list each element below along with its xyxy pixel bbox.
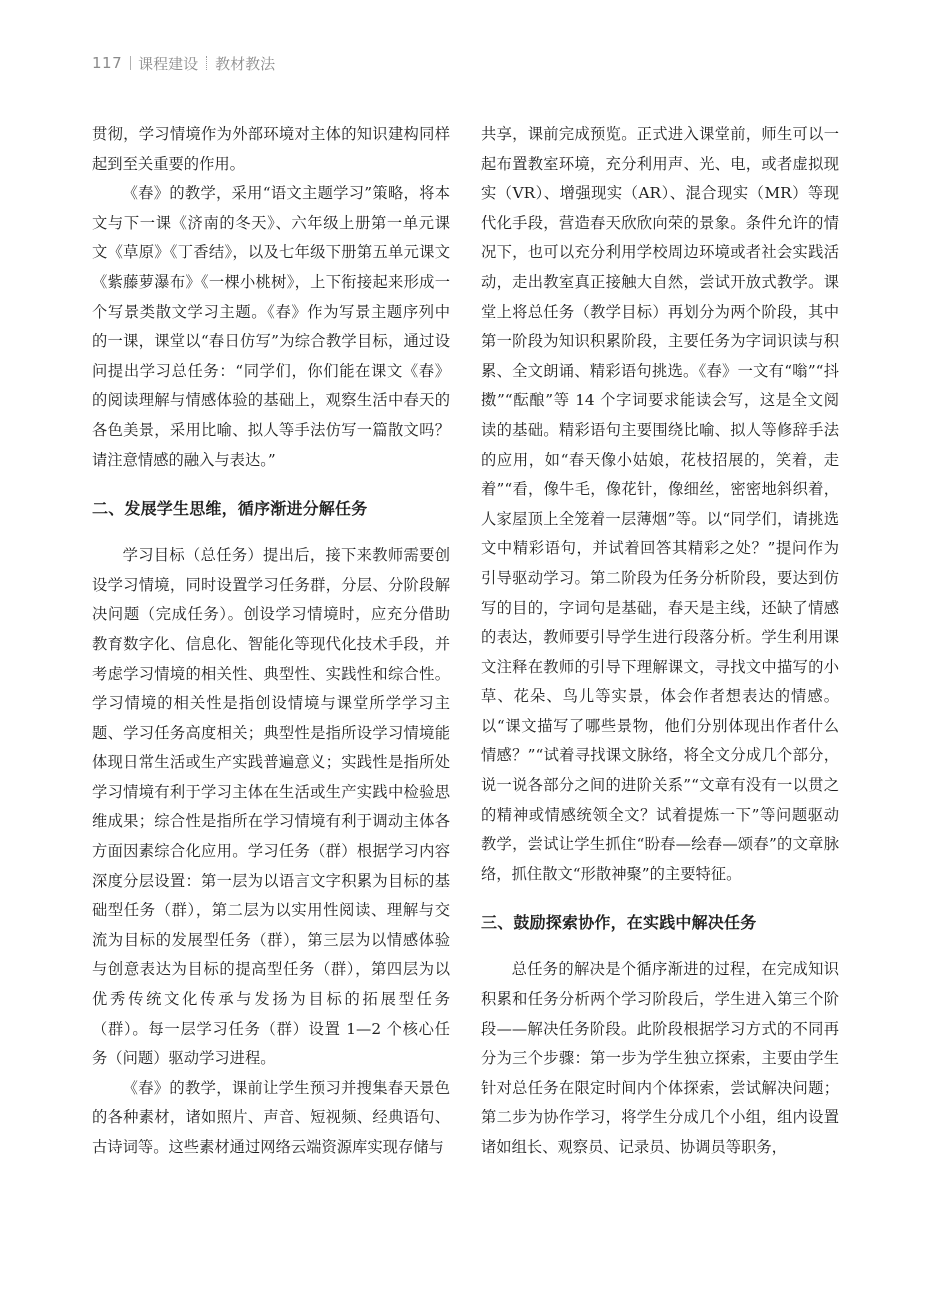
section-heading: 二、发展学生思维，循序渐进分解任务 — [92, 499, 368, 519]
header-section: 课程建设 — [138, 54, 199, 73]
page-number: 117 — [92, 54, 123, 72]
header-divider-dotted — [206, 56, 208, 70]
section-heading: 三、鼓励探索协作，在实践中解决任务 — [481, 913, 757, 933]
left-column — [92, 120, 450, 1163]
paragraph: 贯彻，学习情境作为外部环境对主体的知识建构同样起到至关重要的作用。 — [92, 125, 450, 173]
paragraph: 共享，课前完成预览。正式进入课堂前，师生可以一起布置教室环境，充分利用声、光、电，或者虚拟现实（VR）、增强现实（AR）、混合现实（MR）等现代化手段，营造春天欣欣向荣的景象。条件允许的情况下，也可以充分利用学校周边环境或者社会实践活动，走出教室真正接触大自然，尝试开放式教学。课堂上将总任务（教学目标）再划分为两个阶段，其中第一阶段为知识积累阶段，主要任务为字词识读与积累、全文朗诵、精彩语句挑选。《春》一文有“嗡”“抖擞”“酝酿”等 14 个字词要求能读会写，这是全文阅读的基础。精彩语句主要围绕比喻、拟人等修辞手法的应用，如“春天像小姑娘，花枝招展的，笑着，走着”“看，像牛毛，像花针，像细丝，密密地斜织着，人家屋顶上全笼着一层薄烟”等。以“同学们，请挑选文中精彩语句，并试着回答其精彩之处？”提问作为引导驱动学习。第二阶段为任务分析阶段，要达到仿写的目的，字词句是基础，春天是主线，还缺了情感的表达，教师要引导学生进行段落分析。学生利用课文注释在教师的引导下理解课文，寻找文中描写的小草、花朵、鸟儿等实景，体会作者想表达的情感。以“课文描写了哪些景物，他们分别体现出作者什么情感？”“试着寻找课文脉络，将全文分成几个部分，说一说各部分之间的进阶关系”“文章有没有一以贯之的精神或情感统领全文？试着提炼一下”等问题驱动教学，尝试让学生抓住“盼春—绘春—颂春”的文章脉络，抓住散文“形散神聚”的主要特征。 — [481, 125, 839, 883]
paragraph: 《春》的教学，课前让学生预习并搜集春天景色的各种素材，诸如照片、声音、短视频、经典语句、古诗词等。这些素材通过网络云端资源库实现存储与 — [92, 1078, 450, 1156]
paragraph: 《春》的教学，采用“语文主题学习”策略，将本文与下一课《济南的冬天》、六年级上册第一单元课文《草原》《丁香结》，以及七年级下册第五单元课文《紫藤萝瀑布》《一棵小桃树》，上下衔接起来形成一个写景类散文学习主题。《春》作为写景主题序列中的一课，课堂以“春日仿写”为综合教学目标，通过设问提出学习总任务：“同学们，你们能在课文《春》的阅读理解与情感体验的基础上，观察生活中春天的各色美景，采用比喻、拟人等手法仿写一篇散文吗？请注意情感的融入与表达。” — [92, 184, 450, 469]
header-subsection: 教材教法 — [215, 54, 276, 73]
paragraph: 学习目标（总任务）提出后，接下来教师需要创设学习情境，同时设置学习任务群，分层、分阶段解决问题（完成任务）。创设学习情境时，应充分借助教育数字化、信息化、智能化等现代化技术手段，并考虑学习情境的相关性、典型性、实践性和综合性。学习情境的相关性是指创设情境与课堂所学学习主题、学习任务高度相关；典型性是指所设学习情境能体现日常生活或生产实践普遍意义；实践性是指所处学习情境有利于学习主体在生活或生产实践中检验思维成果；综合性是指所在学习情境有利于调动主体各方面因素综合化应用。学习任务（群）根据学习内容深度分层设置：第一层为以语言文字积累为目标的基础型任务（群），第二层为以实用性阅读、理解与交流为目标的发展型任务（群），第三层为以情感体验与创意表达为目标的提高型任务（群），第四层为以优秀传统文化传承与发扬为目标的拓展型任务（群）。每一层学习任务（群）设置 1—2 个核心任务（问题）驱动学习进程。 — [92, 546, 450, 1068]
running-header — [92, 50, 275, 76]
header-divider — [130, 56, 131, 70]
right-column — [481, 120, 839, 1163]
paragraph: 总任务的解决是个循序渐进的过程，在完成知识积累和任务分析两个学习阶段后，学生进入第三个阶段——解决任务阶段。此阶段根据学习方式的不同再分为三个步骤：第一步为学生独立探索，主要由学生针对总任务在限定时间内个体探索，尝试解决问题；第二步为协作学习，将学生分成几个小组，组内设置诸如组长、观察员、记录员、协调员等职务， — [481, 960, 839, 1156]
